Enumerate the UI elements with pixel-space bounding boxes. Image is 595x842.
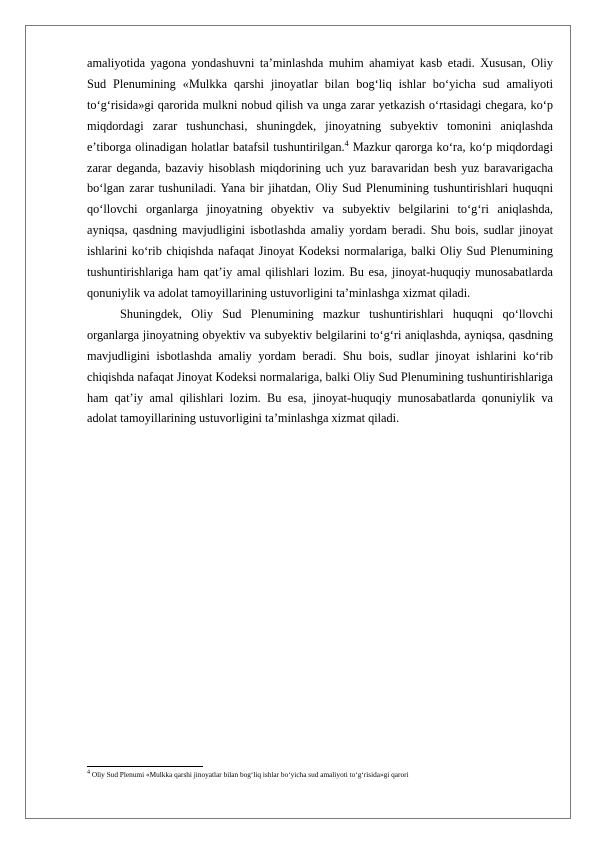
- paragraph-1: [87, 53, 553, 304]
- paragraph-1-text-a: amaliyotida yagona yondashuvni taʼminlashda muhim ahamiyat kasb etadi. Xususan, Oliy Sud Plenumining «Mulkka qarshi jinoyatlar bilan bogʻliq ishlar boʻyicha sud amaliyoti toʻgʻrisida»gi qarorida mulkni nobud qilish va unga zarar yetkazish oʻrtasidagi chegara, koʻp miqdordagi zarar tushunchasi, shuningdek, jinoyatning subyektiv tomonini aniqlashda eʼtiborga olinadigan holatlar batafsil tushuntirilgan.: [87, 56, 553, 154]
- footnote-mark: 4: [87, 769, 90, 776]
- document-body: [87, 53, 553, 429]
- paragraph-1-text-b: Mazkur qarorga koʻra, koʻp miqdordagi zarar deganda, bazaviy hisoblash miqdorining uch yuz baravaridan besh yuz baravarigacha boʻlgan zarar tushuniladi. Yana bir jihatdan, Oliy Sud Plenumining tushuntirishlari huquqni qoʻllovchi organlarga jinoyatning obyektiv va subyektiv belgilarini toʻgʻri aniqlashda, ayniqsa, qasdning mavjudligini isbotlashda amaliy yordam beradi. Shu bois, sudlar jinoyat ishlarini koʻrib chiqishda nafaqat Jinoyat Kodeksi normalariga, balki Oliy Sud Plenumining tushuntirishlariga ham qatʼiy amal qilishlari lozim. Bu esa, jinoyat-huquqiy munosabatlarda qonuniylik va adolat tamoyillarining ustuvorligini taʼminlashga xizmat qiladi.: [87, 139, 553, 300]
- footnote: [87, 770, 553, 780]
- paragraph-2: Shuningdek, Oliy Sud Plenumining mazkur tushuntirishlari huquqni qoʻllovchi organlarga jinoyatning obyektiv va subyektiv belgilarini toʻgʻri aniqlashda, ayniqsa, qasdning mavjudligini isbotlashda amaliy yordam beradi. Shu bois, sudlar jinoyat ishlarini koʻrib chiqishda nafaqat Jinoyat Kodeksi normalariga, balki Oliy Sud Plenumining tushuntirishlariga ham qatʼiy amal qilishlari lozim. Bu esa, jinoyat-huquqiy munosabatlarda qonuniylik va adolat tamoyillarining ustuvorligini taʼminlashga xizmat qiladi.: [87, 306, 553, 426]
- footnote-text: Oliy Sud Plenumi «Mulkka qarshi jinoyatlar bilan bogʻliq ishlar boʻyicha sud amaliyoti toʻgʻrisida»gi qarori: [90, 770, 409, 779]
- footnote-reference[interactable]: 4: [344, 138, 349, 148]
- footnote-separator: [87, 766, 203, 767]
